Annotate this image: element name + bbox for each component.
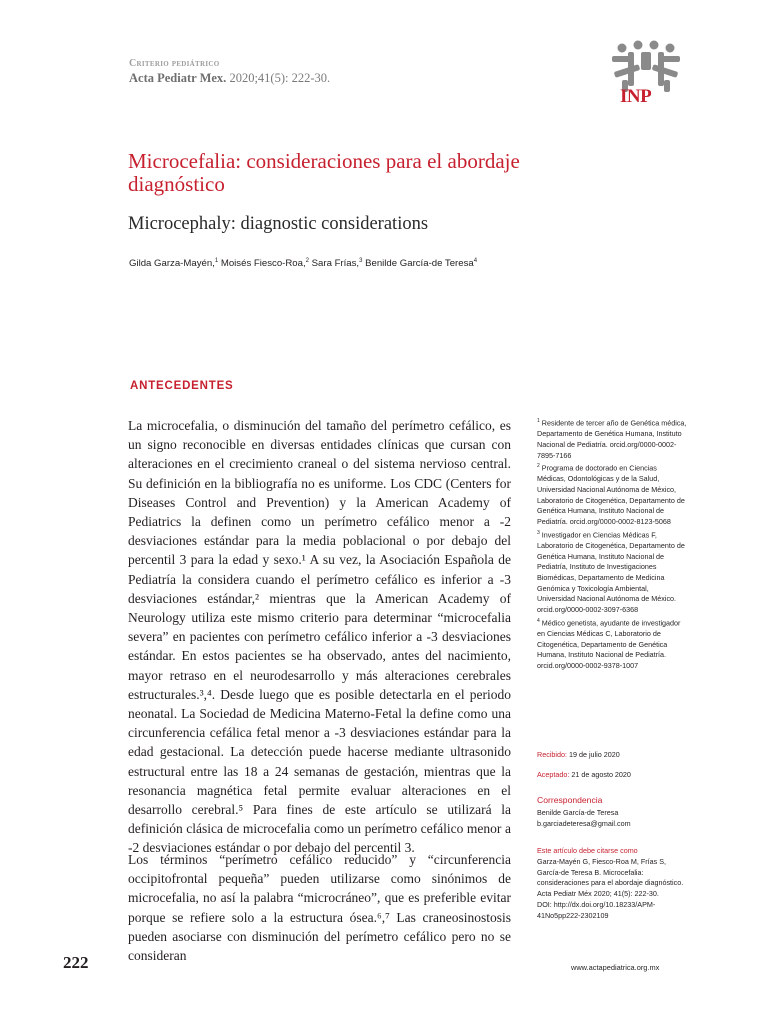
paragraph-text: La microcefalia, o disminución del tamaño del perímetro cefálico, es un signo reconocible en diversas entidades clínicas que cursan con alteraciones en el crecimiento craneal o del sistema nervioso central. Su definición en la bibliografía no es uniforme. Los CDC (Centers for Diseases Control and Prevention) y la American Academy of Pediatrics la definen como un perímetro cefálico menor a -2 desviaciones estándar para la media poblacional o por debajo del percentil 3 para la edad y sexo.¹ A su vez, la Asociación Española de Pediatría la considera cuando el perímetro cefálico es inferior a -3 desviaciones estándar,² mientras que la American Academy of Neurology utiliza este mismo criterio para determinar “microcefalia severa” en pacientes con perímetro cefálico inferior a -3 desviaciones estándar. En estos pacientes se ha observado, antes del nacimiento, mayor retraso en el neurodesarrollo y más alteraciones cerebrales estructurales.³,⁴. Desde luego que es posible detectarla en el periodo neonatal. La Sociedad de Medicina Materno-Fetal la define como una circunferencia cefálica fetal menor a -3 desviaciones estándar para la edad gestacional. La detección puede hacerse mediante ultrasonido estructural entre las 18 a 24 semanas de gestación, mientras que la resonancia magnética fetal permite evaluar alteraciones en el desarrollo cerebral.⁵ Para fines de este artículo se utilizará la definición clásica de microcefalia como un perímetro cefálico menor a -2 desviaciones estándar o por debajo del percentil 3. xyxy=(128,418,511,856)
affiliation xyxy=(537,528,687,616)
affiliation xyxy=(537,616,687,672)
author-name: Benilde García-de Teresa xyxy=(362,258,474,270)
journal-name: Acta Pediatr Mex. xyxy=(129,71,227,85)
author-name: Gilda Garza-Mayén, xyxy=(129,258,215,270)
footer-url[interactable]: www.actapediatrica.org.mx xyxy=(571,963,660,972)
accepted-label: Aceptado: xyxy=(537,769,570,779)
article-title-es: Microcefalia: consideraciones para el abordaje diagnóstico xyxy=(128,149,520,196)
affiliation xyxy=(537,416,687,461)
journal-reference: 2020;41(5): 222-30. xyxy=(226,71,331,85)
citation-block xyxy=(537,857,687,921)
author-affiliation-mark: 4 xyxy=(473,258,478,264)
received-date xyxy=(537,750,687,761)
received-value: 19 de julio 2020 xyxy=(566,750,620,759)
affiliation-text: Investigador en Ciencias Médicas F, Laboratorio de Citogenética, Departamento de Genética Humana, Instituto Nacional de Pediatría, Instituto de Investigaciones Biomédicas, Departamento de Medicina Genómica y Toxicología Ambiental, Universidad Nacional Autónoma de México. orcid.org/0000-0002-3097-6368 xyxy=(537,530,685,615)
author-list xyxy=(129,258,477,269)
author-affiliation-mark: 2 xyxy=(305,258,309,264)
paragraph-text: Los términos “perímetro cefálico reducido” y “circunferencia occipitofrontal pequeña” pueden utilizarse como sinónimos de microcefalia, no así la palabra “microcráneo”, que es preferible evitar porque se refiere solo a la estructura ósea.⁶,⁷ Las craneosinostosis pueden asociarse con disminución del perímetro cefálico pero no se consideran xyxy=(128,852,511,964)
author-name: Sara Frías, xyxy=(308,258,360,270)
affiliation-text: Residente de tercer año de Genética médica, Departamento de Genética Humana, Instituto Nacional de Pediatría. orcid.org/0000-0002-7895-7166 xyxy=(537,418,687,460)
journal-citation-line xyxy=(129,71,330,86)
author-name: Moisés Fiesco-Roa, xyxy=(218,258,306,270)
accepted-value: 21 de agosto 2020 xyxy=(569,769,631,779)
correspondence-block xyxy=(537,808,687,829)
citation-text: Garza-Mayén G, Fiesco-Roa M, Frías S, García-de Teresa B. Microcefalia: consideraciones para el abordaje diagnóstico. Acta Pediatr Méx 2020; 41(5): 222-30. xyxy=(537,857,684,899)
affiliation-mark: 1 xyxy=(537,418,540,424)
affiliation xyxy=(537,461,687,528)
accepted-date xyxy=(537,770,687,781)
citation-title: Este artículo debe citarse como xyxy=(537,846,638,855)
article-title-en: Microcephaly: diagnostic considerations xyxy=(128,214,429,234)
author-affiliation-mark: 1 xyxy=(214,258,219,264)
inp-logo-text: INP xyxy=(620,86,652,107)
page-number: 222 xyxy=(63,953,89,972)
affiliation-mark: 2 xyxy=(537,463,540,470)
affiliation-text: Programa de doctorado en Ciencias Médicas, Odontológicas y de la Salud, Universidad Nacional Autónoma de México, Laboratorio de Citogenética, Departamento de Genética Humana, Instituto Nacional de Pediatría. orcid.org/0000-0002-8123-5068 xyxy=(537,463,685,527)
body-paragraph xyxy=(128,416,511,858)
affiliations-block xyxy=(537,416,687,672)
affiliation-text: Médico genetista, ayudante de investigador en Ciencias Médicas C, Laboratorio de Citogenética, Departamento de Genética Humana, Instituto Nacional de Pediatría. orcid.org/0000-0002-9378-1007 xyxy=(537,618,681,671)
inp-logo xyxy=(608,40,686,110)
section-kicker: Criterio pediátrico xyxy=(129,58,220,69)
article-dates xyxy=(537,750,687,789)
received-label: Recibido: xyxy=(537,750,567,759)
citation-doi[interactable]: DOI: http://dx.doi.org/10.18233/APM-41No5pp222-2302109 xyxy=(537,899,656,920)
correspondence-name: Benilde García-de Teresa xyxy=(537,808,619,817)
section-heading: ANTECEDENTES xyxy=(130,380,234,392)
correspondence-email[interactable]: b.garciadeteresa@gmail.com xyxy=(537,818,631,828)
affiliation-mark: 4 xyxy=(537,617,540,624)
affiliation-mark: 3 xyxy=(537,529,540,536)
author-affiliation-mark: 3 xyxy=(359,258,363,264)
correspondence-title: Correspondencia xyxy=(537,795,603,805)
body-paragraph xyxy=(128,850,511,965)
